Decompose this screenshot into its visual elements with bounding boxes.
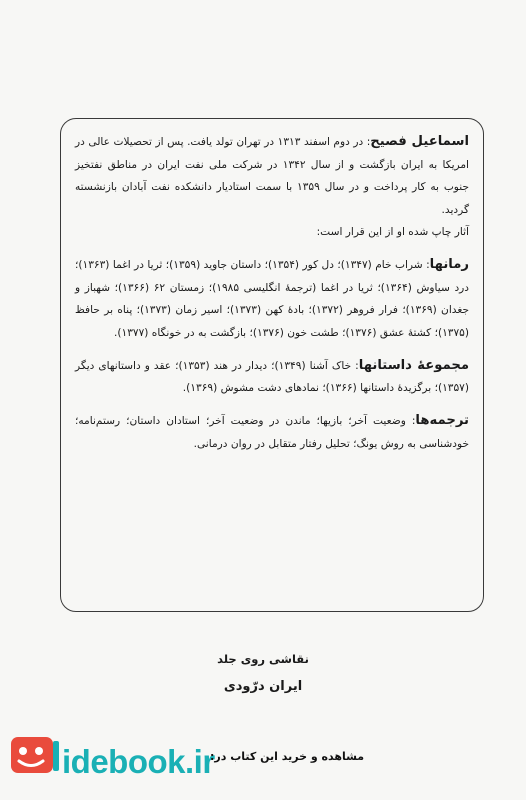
book-smile-icon: [8, 733, 66, 779]
biography-box: [60, 118, 484, 612]
novels-text: : شراب خام (۱۳۴۷)؛ دل کور (۱۳۵۴)؛ داستان جاوید (۱۳۵۹)؛ ثریا در اغما (۱۳۶۳)؛ درد سیاوش (۱۳۶۴)؛ ثریا در اغما (ترجمهٔ انگلیسی ۱۹۸۵)؛ زمستان ۶۲ (۱۳۶۶)؛ شهباز و جغدان (۱۳۶۹)؛ فرار فروهر (۱۳۷۲)؛ بادهٔ کهن (۱۳۷۳)؛ اسیر زمان (۱۳۷۳)؛ پناه بر حافظ (۱۳۷۵)؛ کشتهٔ عشق (۱۳۷۶)؛ طشت خون (۱۳۷۶)؛ بازگشت به در خونگاه (۱۳۷۷).: [75, 259, 470, 339]
stories-label: مجموعهٔ داستانها: [358, 357, 469, 373]
translations-label: ترجمه‌ها: [415, 413, 469, 429]
novels-section: [75, 254, 469, 344]
biography-text: : در دوم اسفند ۱۳۱۳ در تهران تولد یافت. پس از تحصیلات عالی در امریکا به ایران بازگشت و از سال ۱۳۴۲ در شرکت ملی نفت ایران در مناطق نفتخیز جنوب به کار پرداخت و در سال ۱۳۵۹ با سمت استادیار دانشکده نفت آبادان بازنشسته گردید.: [75, 136, 470, 216]
biography-paragraph: [75, 131, 469, 244]
translations-text: : وضعیت آخر؛ بازیها؛ ماندن در وضعیت آخر؛ استادان داستان؛ رستم‌نامه؛ خودشناسی به روش یونگ؛ تحلیل رفتار متقابل در روان درمانی.: [75, 415, 469, 450]
works-intro: آثار چاپ شده او از این قرار است:: [316, 226, 469, 238]
translations-section: [75, 410, 469, 455]
idebook-logo[interactable]: [8, 733, 238, 789]
novels-label: رمانها: [429, 257, 469, 273]
author-name: اسماعیل فصیح: [370, 134, 469, 149]
stories-section: [75, 355, 469, 400]
logo-text: idebook.ir: [62, 743, 215, 780]
cover-artist-name: ایران درّودی: [223, 679, 303, 694]
buy-banner-text: مشاهده و خرید این کتاب در:: [210, 750, 365, 763]
cover-art-label: نقاشی روی جلد: [217, 652, 309, 666]
stories-text: : خاک آشنا (۱۳۴۹)؛ دیدار در هند (۱۳۵۳)؛ عقد و داستانهای دیگر (۱۳۵۷)؛ برگزیدهٔ داستانها (۱۳۶۶)؛ نمادهای دشت مشوش (۱۳۶۹).: [75, 359, 469, 395]
